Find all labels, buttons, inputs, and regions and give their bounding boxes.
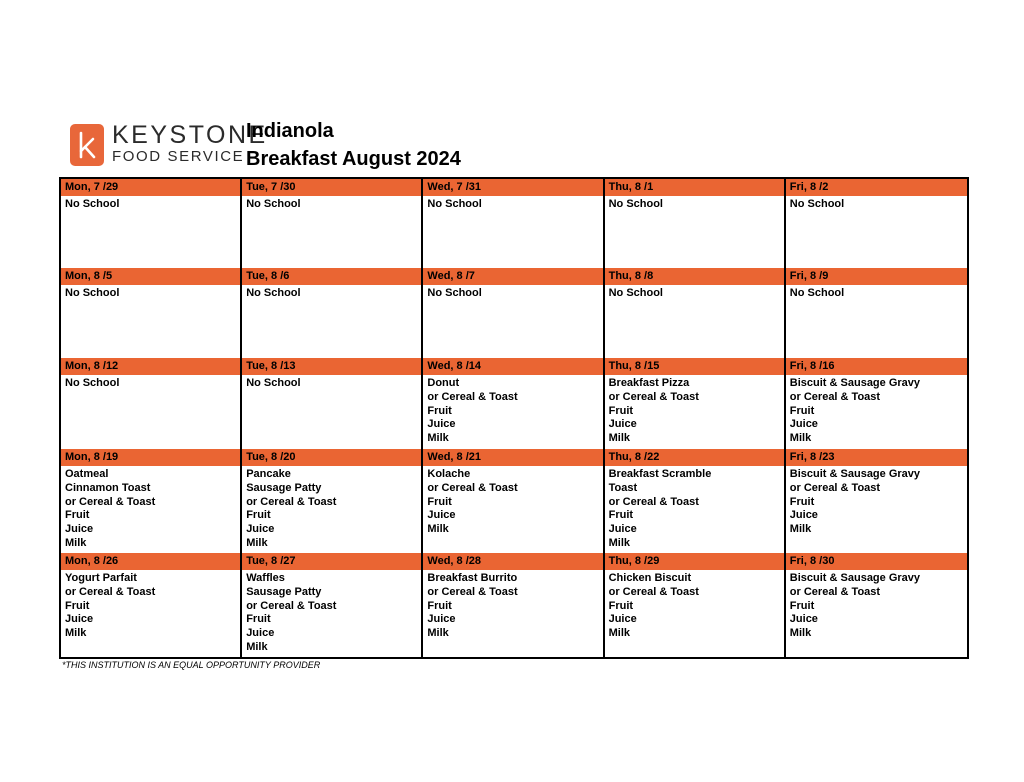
- day-cell: [61, 358, 242, 449]
- menu-item: No School: [427, 198, 482, 210]
- day-cell: [242, 179, 423, 268]
- day-header: Wed, 7 /31: [423, 179, 602, 196]
- menu-item: Chicken Biscuit: [608, 572, 692, 584]
- day-header: Mon, 8 /5: [61, 268, 240, 285]
- day-header: Thu, 8 /29: [605, 553, 784, 570]
- menu-item: Milk: [65, 627, 87, 640]
- logo-text-food-service: FOOD SERVICE: [112, 148, 245, 165]
- menu-item-list: [242, 375, 421, 391]
- day-cell: [61, 553, 242, 657]
- menu-item: Waffles: [246, 572, 285, 584]
- day-header: Mon, 8 /19: [61, 449, 240, 466]
- menu-item: Fruit: [427, 404, 452, 417]
- menu-item: Fruit: [789, 495, 815, 508]
- menu-item: No School: [246, 377, 301, 389]
- menu-item-list: [786, 285, 967, 301]
- menu-item: or Cereal & Toast: [65, 495, 156, 508]
- menu-item: Juice: [789, 509, 818, 522]
- day-header: Thu, 8 /15: [605, 358, 784, 375]
- menu-item: No School: [246, 287, 301, 299]
- day-header: Fri, 8 /23: [786, 449, 967, 466]
- menu-item: or Cereal & Toast: [246, 495, 337, 508]
- menu-item: Juice: [65, 613, 94, 626]
- menu-item: or Cereal & Toast: [427, 585, 518, 598]
- menu-item: Fruit: [427, 599, 452, 612]
- menu-item-list: [786, 466, 967, 537]
- menu-item: Fruit: [246, 509, 271, 522]
- menu-item: Breakfast Burrito: [427, 572, 518, 584]
- menu-item: Breakfast Pizza: [608, 377, 690, 389]
- day-header: Wed, 8 /7: [423, 268, 602, 285]
- menu-item: or Cereal & Toast: [427, 390, 518, 403]
- menu-item-list: [242, 196, 421, 212]
- menu-item: Milk: [789, 432, 812, 445]
- menu-item-list: [61, 375, 240, 391]
- menu-item: Juice: [789, 613, 818, 626]
- menu-item: Sausage Patty: [246, 481, 322, 494]
- menu-item: Milk: [246, 640, 268, 653]
- menu-item: Fruit: [427, 495, 452, 508]
- menu-item: Milk: [246, 536, 268, 549]
- day-cell: [61, 449, 242, 553]
- menu-item: Yogurt Parfait: [65, 572, 137, 584]
- day-cell: [423, 179, 604, 268]
- menu-item: Milk: [789, 523, 812, 536]
- menu-item: Milk: [427, 432, 449, 445]
- menu-item-list: [786, 375, 967, 446]
- menu-item-list: [61, 466, 240, 551]
- menu-item: No School: [427, 287, 482, 299]
- menu-item: No School: [246, 198, 301, 210]
- page-title-location: Indianola: [246, 120, 334, 142]
- day-header: Fri, 8 /30: [786, 553, 967, 570]
- menu-item-list: [61, 196, 240, 212]
- day-header: Wed, 8 /21: [423, 449, 602, 466]
- menu-item: or Cereal & Toast: [246, 599, 337, 612]
- day-cell: [423, 449, 604, 553]
- day-cell: [605, 449, 786, 553]
- menu-item: Juice: [608, 613, 637, 626]
- day-header: Mon, 7 /29: [61, 179, 240, 196]
- menu-item: Fruit: [246, 613, 271, 626]
- menu-item: Fruit: [608, 404, 634, 417]
- menu-item: Oatmeal: [65, 468, 109, 480]
- menu-item-list: [605, 570, 784, 641]
- page-title-menu: Breakfast August 2024: [246, 148, 461, 170]
- menu-item-list: [786, 196, 967, 212]
- menu-item-list: [423, 375, 602, 446]
- menu-item-list: [605, 285, 784, 301]
- menu-item: Fruit: [608, 509, 634, 522]
- menu-item: Milk: [608, 627, 630, 640]
- menu-item: Pancake: [246, 468, 291, 480]
- menu-item: or Cereal & Toast: [789, 481, 881, 494]
- day-cell: [786, 449, 967, 553]
- menu-item-list: [242, 570, 421, 655]
- menu-item-list: [61, 285, 240, 301]
- menu-item: No School: [608, 287, 663, 299]
- day-header: Fri, 8 /9: [786, 268, 967, 285]
- menu-calendar-grid: [59, 177, 969, 659]
- day-header: Tue, 8 /13: [242, 358, 421, 375]
- menu-item: Biscuit & Sausage Gravy: [789, 468, 921, 480]
- menu-item: Toast: [608, 481, 638, 494]
- day-header: Fri, 8 /2: [786, 179, 967, 196]
- menu-item: Milk: [65, 536, 87, 549]
- day-header: Tue, 8 /27: [242, 553, 421, 570]
- menu-item: Milk: [608, 432, 630, 445]
- menu-item: or Cereal & Toast: [608, 495, 699, 508]
- menu-item-list: [242, 285, 421, 301]
- menu-item: Milk: [427, 627, 449, 640]
- menu-item: Milk: [789, 627, 812, 640]
- menu-item-list: [605, 466, 784, 551]
- menu-item: No School: [65, 377, 120, 389]
- menu-item: Juice: [427, 613, 456, 626]
- menu-item-list: [61, 570, 240, 641]
- menu-item: or Cereal & Toast: [608, 390, 699, 403]
- menu-item: Donut: [427, 377, 460, 389]
- day-cell: [605, 268, 786, 358]
- day-header: Thu, 8 /22: [605, 449, 784, 466]
- menu-item: or Cereal & Toast: [427, 481, 518, 494]
- menu-item: Breakfast Scramble: [608, 468, 712, 480]
- menu-item-list: [242, 466, 421, 551]
- menu-item: No School: [65, 198, 120, 210]
- day-header: Tue, 8 /20: [242, 449, 421, 466]
- keystone-logo-icon: [70, 124, 104, 166]
- day-cell: [242, 553, 423, 657]
- menu-item: or Cereal & Toast: [65, 585, 156, 598]
- menu-item-list: [423, 570, 602, 641]
- menu-item: Sausage Patty: [246, 585, 322, 598]
- day-cell: [605, 358, 786, 449]
- menu-item: Fruit: [65, 509, 90, 522]
- day-cell: [61, 179, 242, 268]
- menu-item: Cinnamon Toast: [65, 481, 151, 494]
- menu-item: Juice: [246, 627, 275, 640]
- logo-text-keystone: KEYSTONE: [112, 121, 268, 149]
- footnote: *THIS INSTITUTION IS AN EQUAL OPPORTUNITY PROVIDER: [62, 660, 321, 670]
- menu-item: Juice: [65, 523, 94, 536]
- day-header: Thu, 8 /1: [605, 179, 784, 196]
- menu-item: Fruit: [65, 599, 90, 612]
- menu-item: Fruit: [789, 404, 815, 417]
- menu-item: Fruit: [789, 599, 815, 612]
- day-cell: [61, 268, 242, 358]
- menu-item: Juice: [427, 509, 456, 522]
- menu-item: No School: [608, 198, 663, 210]
- day-header: Tue, 8 /6: [242, 268, 421, 285]
- day-header: Tue, 7 /30: [242, 179, 421, 196]
- menu-item: Juice: [789, 418, 818, 431]
- day-cell: [786, 179, 967, 268]
- menu-item: Kolache: [427, 468, 471, 480]
- menu-item-list: [605, 196, 784, 212]
- day-cell: [423, 358, 604, 449]
- day-header: Wed, 8 /14: [423, 358, 602, 375]
- day-cell: [242, 268, 423, 358]
- day-cell: [786, 268, 967, 358]
- menu-item-list: [423, 196, 602, 212]
- menu-item: or Cereal & Toast: [789, 390, 881, 403]
- day-cell: [423, 268, 604, 358]
- day-header: Thu, 8 /8: [605, 268, 784, 285]
- menu-item-list: [423, 466, 602, 537]
- menu-item: Juice: [246, 523, 275, 536]
- menu-item: Juice: [427, 418, 456, 431]
- day-cell: [242, 449, 423, 553]
- menu-item: Juice: [608, 418, 637, 431]
- day-header: Wed, 8 /28: [423, 553, 602, 570]
- menu-item: No School: [789, 198, 845, 210]
- day-cell: [242, 358, 423, 449]
- menu-item-list: [605, 375, 784, 446]
- day-cell: [786, 553, 967, 657]
- menu-item-list: [786, 570, 967, 641]
- menu-item: Biscuit & Sausage Gravy: [789, 377, 921, 389]
- day-cell: [605, 553, 786, 657]
- menu-item: Fruit: [608, 599, 634, 612]
- menu-item: No School: [789, 287, 845, 299]
- day-cell: [786, 358, 967, 449]
- menu-item: or Cereal & Toast: [608, 585, 699, 598]
- menu-item: Juice: [608, 523, 637, 536]
- menu-item: Milk: [427, 523, 449, 536]
- day-cell: [423, 553, 604, 657]
- menu-item: Milk: [608, 536, 630, 549]
- menu-item: Biscuit & Sausage Gravy: [789, 572, 921, 584]
- day-cell: [605, 179, 786, 268]
- menu-item: No School: [65, 287, 120, 299]
- day-header: Mon, 8 /26: [61, 553, 240, 570]
- menu-item: or Cereal & Toast: [789, 585, 881, 598]
- menu-item-list: [423, 285, 602, 301]
- day-header: Mon, 8 /12: [61, 358, 240, 375]
- day-header: Fri, 8 /16: [786, 358, 967, 375]
